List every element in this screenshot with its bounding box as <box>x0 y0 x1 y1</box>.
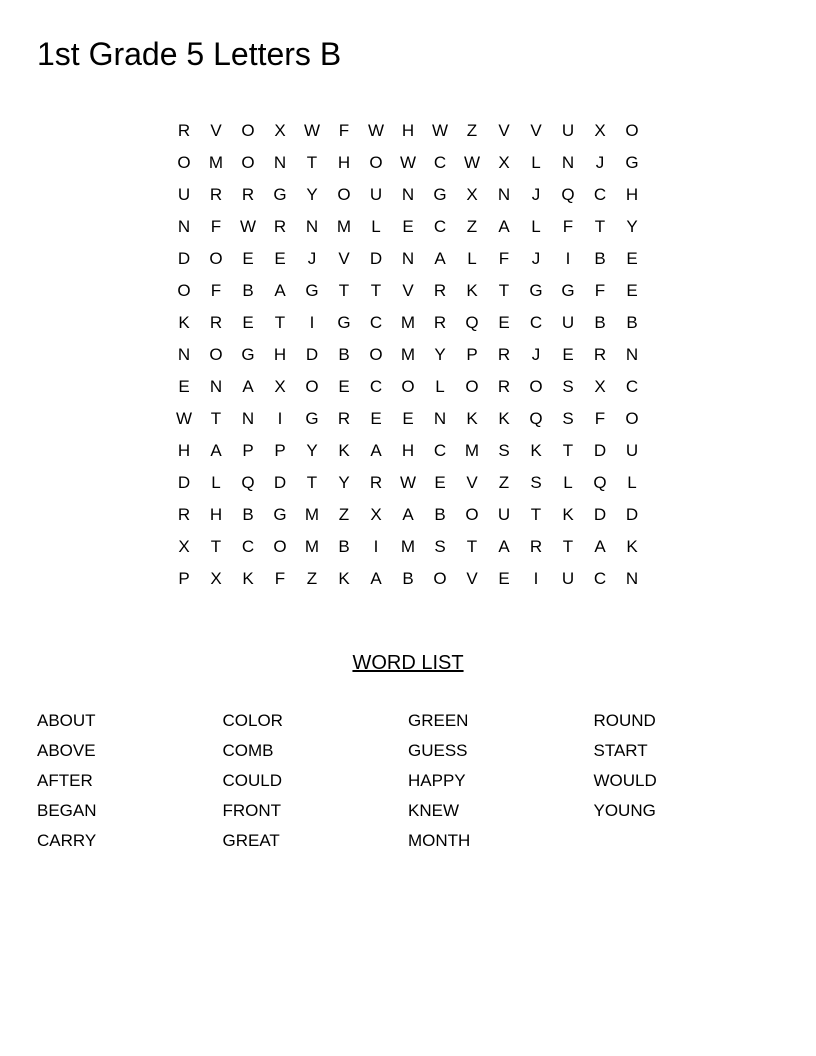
grid-letter: L <box>563 473 573 492</box>
grid-letter: Q <box>561 185 575 204</box>
grid-letter: M <box>400 313 416 332</box>
grid-letter: O <box>209 249 223 268</box>
grid-letter: P <box>274 441 286 460</box>
grid-letter: B <box>402 569 414 588</box>
grid-letter: B <box>594 249 606 268</box>
grid-letter: L <box>531 153 541 172</box>
grid-letter: O <box>369 345 383 364</box>
grid-letter: C <box>593 569 607 588</box>
grid-letter: M <box>304 505 320 524</box>
grid-letter: D <box>369 249 383 268</box>
grid-letter: L <box>435 377 445 396</box>
grid-letter: E <box>242 313 254 332</box>
grid-letter: N <box>561 153 575 172</box>
grid-letter: B <box>434 505 446 524</box>
grid-letter: R <box>241 185 255 204</box>
grid-letter: R <box>273 217 287 236</box>
word-list-item: AFTER <box>37 771 93 790</box>
word-list <box>37 706 779 856</box>
grid-letter: F <box>594 281 606 300</box>
grid-letter: C <box>625 377 639 396</box>
grid-letter: A <box>274 281 286 300</box>
grid-letter: T <box>370 281 382 300</box>
word-list-item: COULD <box>222 771 283 790</box>
grid-letter: T <box>594 217 606 236</box>
grid-letter: Y <box>434 345 446 364</box>
grid-letter: N <box>209 377 223 396</box>
grid-letter: C <box>529 313 543 332</box>
grid-letter: F <box>210 281 222 300</box>
puzzle-grid <box>168 115 648 595</box>
grid-letter: T <box>498 281 510 300</box>
grid-letter: N <box>241 409 255 428</box>
grid-letter: K <box>338 441 350 460</box>
grid-letter: B <box>338 345 350 364</box>
word-list-column <box>594 706 780 856</box>
grid-letter: E <box>370 409 382 428</box>
grid-letter: T <box>338 281 350 300</box>
grid-letter: T <box>210 537 222 556</box>
grid-letter: U <box>497 505 511 524</box>
grid-letter: S <box>562 409 574 428</box>
grid-letter: G <box>273 185 287 204</box>
grid-letter: J <box>531 185 541 204</box>
grid-letter: A <box>210 441 222 460</box>
grid-letter: O <box>465 377 479 396</box>
grid-letter: C <box>433 217 447 236</box>
grid-letter: S <box>530 473 542 492</box>
grid-letter: O <box>401 377 415 396</box>
grid-letter: W <box>303 121 321 140</box>
word-list-item: GREEN <box>408 711 469 730</box>
grid-letter: B <box>594 313 606 332</box>
grid-letter: D <box>177 473 191 492</box>
grid-letter: D <box>305 345 319 364</box>
grid-letter: N <box>177 217 191 236</box>
word-list-item: ROUND <box>593 711 656 730</box>
grid-letter: I <box>565 249 571 268</box>
grid-letter: K <box>466 409 478 428</box>
grid-letter: H <box>177 441 191 460</box>
grid-letter: E <box>178 377 190 396</box>
grid-letter: M <box>304 537 320 556</box>
grid-letter: X <box>210 569 222 588</box>
grid-letter: A <box>242 377 254 396</box>
grid-letter: E <box>338 377 350 396</box>
grid-letter: X <box>594 377 606 396</box>
grid-letter: N <box>273 153 287 172</box>
grid-letter: G <box>625 153 639 172</box>
grid-letter: V <box>210 121 222 140</box>
grid-letter: R <box>209 185 223 204</box>
grid-letter: R <box>337 409 351 428</box>
grid-letter: S <box>498 441 510 460</box>
grid-letter: G <box>337 313 351 332</box>
grid-letter: X <box>370 505 382 524</box>
grid-letter: T <box>562 441 574 460</box>
grid-letter: R <box>593 345 607 364</box>
grid-letter: D <box>273 473 287 492</box>
grid-letter: N <box>401 249 415 268</box>
grid-letter: I <box>533 569 539 588</box>
grid-letter: O <box>465 505 479 524</box>
grid-letter: W <box>367 121 385 140</box>
grid-letter: G <box>433 185 447 204</box>
grid-letter: A <box>594 537 606 556</box>
grid-letter: X <box>594 121 606 140</box>
grid-letter: F <box>338 121 350 140</box>
grid-letter: V <box>530 121 542 140</box>
grid-letter: M <box>400 345 416 364</box>
word-list-item: GREAT <box>222 831 280 850</box>
grid-letter: E <box>498 313 510 332</box>
grid-letter: O <box>625 409 639 428</box>
grid-letter: D <box>177 249 191 268</box>
grid-letter: K <box>562 505 574 524</box>
grid-letter: V <box>466 569 478 588</box>
grid-letter: W <box>399 153 417 172</box>
grid-letter: U <box>561 569 575 588</box>
grid-letter: V <box>498 121 510 140</box>
grid-letter: H <box>337 153 351 172</box>
grid-letter: Y <box>626 217 638 236</box>
word-list-column <box>223 706 409 856</box>
grid-letter: T <box>466 537 478 556</box>
grid-letter: Z <box>338 505 350 524</box>
grid-letter: K <box>498 409 510 428</box>
grid-letter: O <box>625 121 639 140</box>
grid-letter: Y <box>338 473 350 492</box>
grid-letter: D <box>625 505 639 524</box>
grid-letter: M <box>336 217 352 236</box>
grid-letter: O <box>177 281 191 300</box>
grid-letter: C <box>433 153 447 172</box>
grid-letter: Y <box>306 441 318 460</box>
grid-letter: E <box>274 249 286 268</box>
grid-letter: P <box>178 569 190 588</box>
grid-letter: O <box>177 153 191 172</box>
grid-letter: E <box>626 281 638 300</box>
grid-letter: W <box>175 409 193 428</box>
page-title: 1st Grade 5 Letters B <box>37 36 342 72</box>
grid-letter: C <box>593 185 607 204</box>
grid-letter: U <box>561 121 575 140</box>
grid-letter: N <box>625 569 639 588</box>
grid-letter: M <box>400 537 416 556</box>
grid-letter: E <box>626 249 638 268</box>
word-list-item: HAPPY <box>408 771 466 790</box>
grid-letter: A <box>370 569 382 588</box>
grid-letter: A <box>498 217 510 236</box>
grid-letter: E <box>402 409 414 428</box>
grid-letter: F <box>562 217 574 236</box>
grid-letter: E <box>562 345 574 364</box>
grid-letter: Y <box>306 185 318 204</box>
grid-letter: T <box>274 313 286 332</box>
grid-letter: O <box>433 569 447 588</box>
grid-letter: E <box>242 249 254 268</box>
grid-letter: R <box>369 473 383 492</box>
grid-letter: N <box>433 409 447 428</box>
grid-letter: F <box>594 409 606 428</box>
word-list-item: YOUNG <box>593 801 656 820</box>
grid-letter: N <box>305 217 319 236</box>
grid-letter: E <box>402 217 414 236</box>
grid-letter: R <box>433 281 447 300</box>
grid-letter: X <box>274 377 286 396</box>
grid-letter: K <box>338 569 350 588</box>
grid-letter: A <box>434 249 446 268</box>
grid-letter: Q <box>465 313 479 332</box>
grid-letter: D <box>593 505 607 524</box>
grid-letter: J <box>531 249 541 268</box>
word-list-item: COMB <box>222 741 274 760</box>
grid-letter: T <box>210 409 222 428</box>
grid-letter: K <box>626 537 638 556</box>
grid-letter: R <box>177 121 191 140</box>
grid-letter: U <box>177 185 191 204</box>
word-list-column <box>408 706 594 856</box>
grid-letter: K <box>466 281 478 300</box>
word-list-item: ABOUT <box>37 711 96 730</box>
grid-letter: G <box>529 281 543 300</box>
grid-letter: W <box>399 473 417 492</box>
grid-letter: N <box>401 185 415 204</box>
grid-letter: R <box>177 505 191 524</box>
grid-letter: S <box>434 537 446 556</box>
grid-letter: X <box>178 537 190 556</box>
grid-letter: Q <box>241 473 255 492</box>
grid-letter: M <box>208 153 224 172</box>
grid-letter: X <box>466 185 478 204</box>
grid-letter: R <box>497 345 511 364</box>
grid-letter: E <box>434 473 446 492</box>
grid-letter: O <box>241 121 255 140</box>
grid-letter: K <box>178 313 190 332</box>
grid-letter: C <box>241 537 255 556</box>
grid-letter: B <box>242 281 254 300</box>
grid-letter: J <box>595 153 605 172</box>
grid-letter: F <box>274 569 286 588</box>
grid-letter: R <box>529 537 543 556</box>
grid-letter: J <box>307 249 317 268</box>
word-list-item: BEGAN <box>37 801 97 820</box>
grid-letter: T <box>530 505 542 524</box>
grid-letter: G <box>305 409 319 428</box>
grid-letter: O <box>337 185 351 204</box>
grid-letter: A <box>370 441 382 460</box>
grid-letter: C <box>433 441 447 460</box>
grid-letter: J <box>531 345 541 364</box>
grid-letter: U <box>369 185 383 204</box>
grid-letter: H <box>401 121 415 140</box>
word-list-item: ABOVE <box>37 741 96 760</box>
grid-letter: O <box>305 377 319 396</box>
grid-letter: P <box>466 345 478 364</box>
grid-letter: R <box>209 313 223 332</box>
grid-letter: X <box>498 153 510 172</box>
grid-letter: H <box>625 185 639 204</box>
grid-letter: T <box>562 537 574 556</box>
word-list-item: GUESS <box>408 741 468 760</box>
grid-letter: K <box>530 441 542 460</box>
grid-letter: C <box>369 313 383 332</box>
grid-letter: W <box>463 153 481 172</box>
grid-letter: Z <box>466 121 478 140</box>
grid-letter: Q <box>529 409 543 428</box>
word-list-item: START <box>593 741 648 760</box>
grid-letter: O <box>209 345 223 364</box>
grid-letter: G <box>305 281 319 300</box>
grid-letter: I <box>373 537 379 556</box>
grid-letter: V <box>402 281 414 300</box>
grid-letter: O <box>369 153 383 172</box>
grid-letter: Z <box>466 217 478 236</box>
grid-letter: K <box>242 569 254 588</box>
grid-letter: A <box>498 537 510 556</box>
grid-letter: I <box>277 409 283 428</box>
grid-letter: F <box>498 249 510 268</box>
grid-letter: F <box>210 217 222 236</box>
word-list-column <box>37 706 223 856</box>
grid-letter: D <box>593 441 607 460</box>
grid-letter: I <box>309 313 315 332</box>
grid-letter: H <box>273 345 287 364</box>
grid-letter: N <box>497 185 511 204</box>
grid-letter: O <box>273 537 287 556</box>
grid-letter: P <box>242 441 254 460</box>
grid-letter: U <box>561 313 575 332</box>
grid-letter: L <box>467 249 477 268</box>
grid-letter: N <box>625 345 639 364</box>
word-list-item: FRONT <box>222 801 282 820</box>
grid-letter: E <box>498 569 510 588</box>
grid-letter: V <box>466 473 478 492</box>
word-list-item: KNEW <box>408 801 459 820</box>
grid-letter: Q <box>593 473 607 492</box>
word-list-heading: WORD LIST <box>352 652 464 674</box>
grid-letter: G <box>561 281 575 300</box>
grid-letter: G <box>241 345 255 364</box>
grid-letter: A <box>402 505 414 524</box>
grid-letter: N <box>177 345 191 364</box>
word-list-item: COLOR <box>222 711 283 730</box>
grid-letter: H <box>209 505 223 524</box>
grid-letter: T <box>306 153 318 172</box>
grid-letter: O <box>241 153 255 172</box>
grid-letter: R <box>497 377 511 396</box>
grid-letter: L <box>627 473 637 492</box>
grid-letter: X <box>274 121 286 140</box>
grid-letter: M <box>464 441 480 460</box>
grid-letter: H <box>401 441 415 460</box>
grid-letter: S <box>562 377 574 396</box>
grid-letter: O <box>529 377 543 396</box>
grid-letter: C <box>369 377 383 396</box>
grid-letter: G <box>273 505 287 524</box>
grid-letter: B <box>242 505 254 524</box>
grid-letter: B <box>626 313 638 332</box>
word-list-item: WOULD <box>593 771 657 790</box>
grid-letter: B <box>338 537 350 556</box>
grid-letter: L <box>371 217 381 236</box>
word-list-heading-wrap <box>0 650 816 676</box>
grid-letter: T <box>306 473 318 492</box>
grid-letter: L <box>531 217 541 236</box>
grid-letter: Z <box>306 569 318 588</box>
grid-letter: W <box>239 217 257 236</box>
grid-letter: W <box>431 121 449 140</box>
grid-letter: R <box>433 313 447 332</box>
grid-letter: L <box>211 473 221 492</box>
grid-letter: U <box>625 441 639 460</box>
word-list-item: CARRY <box>37 831 97 850</box>
grid-letter: V <box>338 249 350 268</box>
word-list-item: MONTH <box>408 831 471 850</box>
grid-letter: Z <box>498 473 510 492</box>
